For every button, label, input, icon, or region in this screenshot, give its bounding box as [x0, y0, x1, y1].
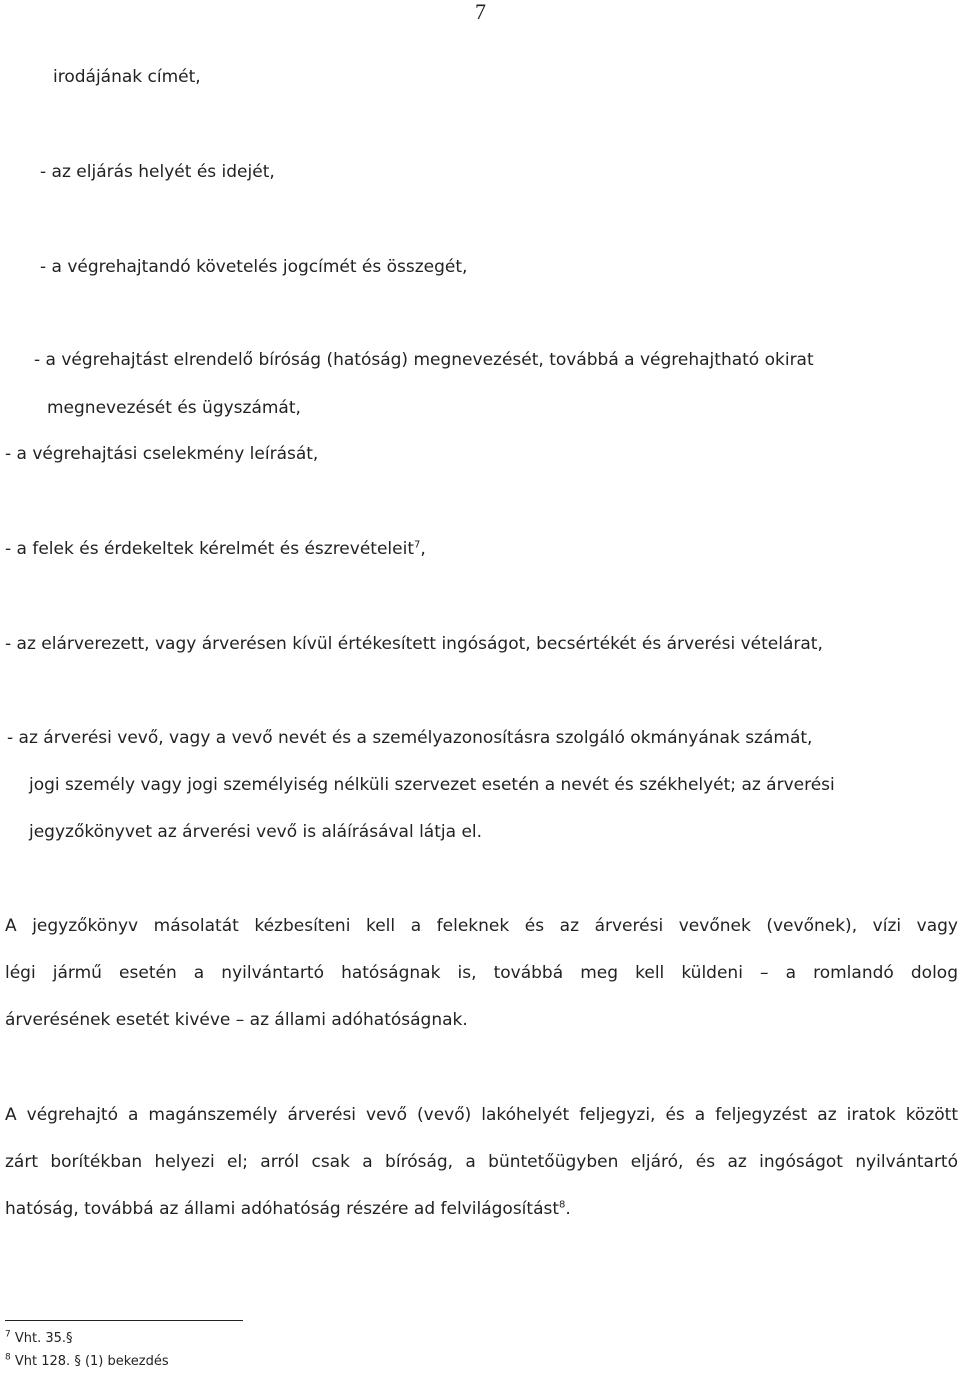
- paragraph-2-line-3-tail: .: [565, 1199, 571, 1219]
- list-item-buyer-line2: jogi személy vagy jogi személyiség nélküli szervezet esetén a nevét és székhelyét; az árverési: [29, 775, 835, 795]
- paragraph-1-line-2: légi jármű esetén a nyilvántartó hatóságnak is, továbbá meg kell küldeni – a romlandó dolog: [5, 963, 958, 983]
- footnote-7: [5, 1330, 73, 1348]
- footnote-ref-7: 7: [413, 539, 421, 551]
- list-item-court: - a végrehajtást elrendelő bíróság (hatóság) megnevezését, továbbá a végrehajtható okirat: [34, 350, 814, 370]
- list-item-claim: - a végrehajtandó követelés jogcímét és összegét,: [40, 257, 468, 277]
- list-item-buyer-line3: jegyzőkönyvet az árverési vevő is aláírásával látja el.: [29, 822, 483, 842]
- footnote-7-text: Vht. 35.§: [14, 1331, 73, 1346]
- list-item-court-continuation: megnevezését és ügyszámát,: [47, 398, 301, 418]
- list-item-goods: - az elárverezett, vagy árverésen kívül értékesített ingóságot, becsértékét és árverési vételárat,: [5, 634, 823, 654]
- footnote-separator: [5, 1320, 243, 1321]
- list-item-parties-text: - a felek és érdekeltek kérelmét és észrevételeit: [5, 539, 414, 559]
- paragraph-1-line-1: A jegyzőkönyv másolatát kézbesíteni kell a feleknek és az árverési vevőnek (vevőnek), vízi vagy: [5, 916, 958, 936]
- list-item-place-time: - az eljárás helyét és idejét,: [40, 162, 275, 182]
- page-number: 7: [475, 0, 486, 24]
- paragraph-1-line-3: árverésének esetét kivéve – az állami adóhatóságnak.: [5, 1010, 468, 1030]
- list-item-parties-tail: ,: [420, 539, 426, 559]
- footnote-7-number: 7: [5, 1329, 11, 1340]
- list-item-buyer: - az árverési vevő, vagy a vevő nevét és a személyazonosításra szolgáló okmányának számát,: [7, 728, 813, 748]
- footnote-8-number: 8: [5, 1352, 11, 1363]
- paragraph-2-line-3-text: hatóság, továbbá az állami adóhatóság részére ad felvilágosítást: [5, 1199, 560, 1219]
- list-item-parties: [5, 538, 426, 560]
- list-item-continuation: irodájának címét,: [53, 67, 201, 87]
- footnote-ref-8: 8: [559, 1199, 566, 1211]
- paragraph-2-line-1: A végrehajtó a magánszemély árverési vevő (vevő) lakóhelyét feljegyzi, és a feljegyzést az iratok között: [5, 1105, 958, 1125]
- footnote-8: [5, 1353, 169, 1371]
- paragraph-2-line-3: [5, 1198, 571, 1220]
- paragraph-2-line-2: zárt borítékban helyezi el; arról csak a bíróság, a büntetőügyben eljáró, és az ingóságot nyilvántartó: [5, 1152, 958, 1172]
- list-item-action: - a végrehajtási cselekmény leírását,: [5, 444, 319, 464]
- footnote-8-text: Vht 128. § (1) bekezdés: [14, 1354, 169, 1369]
